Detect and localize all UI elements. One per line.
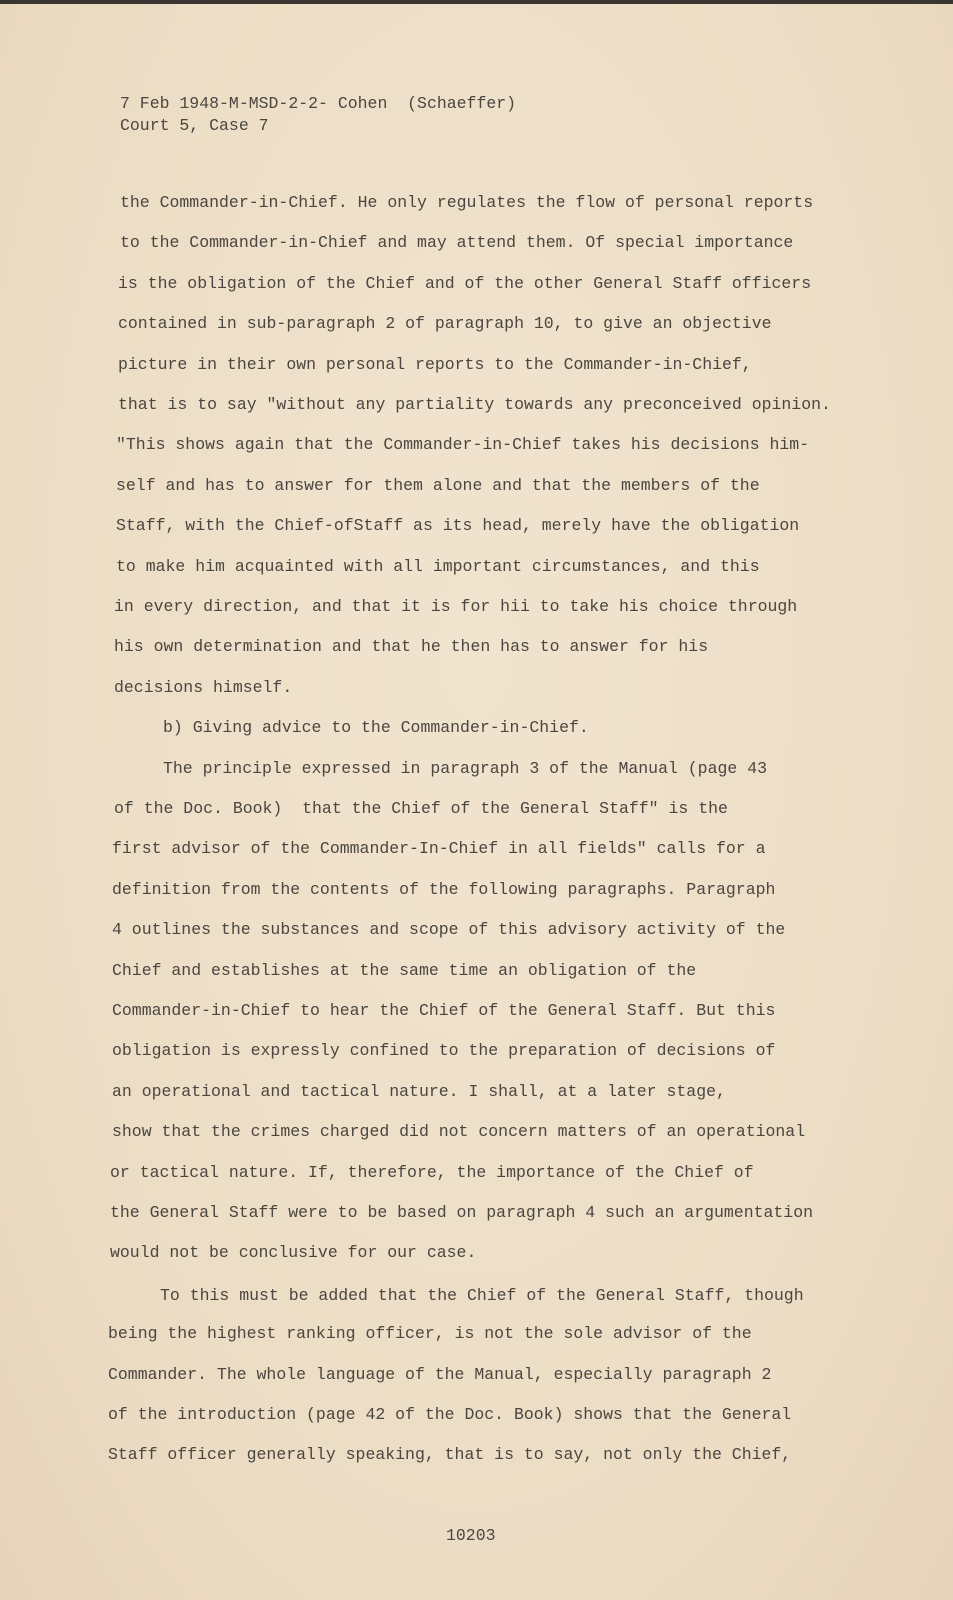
scan-edge xyxy=(0,0,953,4)
text-line: self and has to answer for them alone and that the members of the xyxy=(116,475,760,495)
text-line: of the Doc. Book) that the Chief of the General Staff" is the xyxy=(114,799,728,818)
text-line: picture in their own personal reports to the Commander-in-Chief, xyxy=(118,354,752,374)
text-line: contained in sub-paragraph 2 of paragraph 10, to give an objective xyxy=(118,314,772,334)
text-line: 4 outlines the substances and scope of this advisory activity of the xyxy=(112,920,786,940)
text-line: his own determination and that he then has to answer for his xyxy=(114,637,709,657)
text-line: To this must be added that the Chief of the General Staff, though xyxy=(160,1285,804,1305)
header-reference: 7 Feb 1948-M-MSD-2-2- Cohen (Schaeffer) xyxy=(120,94,517,113)
page-number: 10203 xyxy=(446,1526,496,1545)
document-header xyxy=(120,93,516,137)
text-line: to make him acquainted with all important circumstances, and this xyxy=(116,556,760,576)
text-line: would not be conclusive for our case. xyxy=(110,1243,477,1263)
text-line: that is to say "without any partiality towards any preconceived opinion. xyxy=(118,395,831,414)
text-line: Staff officer generally speaking, that is to say, not only the Chief, xyxy=(108,1445,792,1465)
text-line: "This shows again that the Commander-in-Chief takes his decisions him- xyxy=(116,435,810,455)
text-line: Staff, with the Chief-ofStaff as its head, merely have the obligation xyxy=(116,516,800,536)
text-line: or tactical nature. If, therefore, the importance of the Chief of xyxy=(110,1162,754,1182)
text-line: show that the crimes charged did not concern matters of an operational xyxy=(112,1122,806,1142)
text-line: the Commander-in-Chief. He only regulates the flow of personal reports xyxy=(120,193,814,212)
text-line: of the introduction (page 42 of the Doc. Book) shows that the General xyxy=(108,1405,792,1424)
text-line: the General Staff were to be based on paragraph 4 such an argumentation xyxy=(110,1203,814,1222)
text-line: in every direction, and that it is for hii to take his choice through xyxy=(114,597,798,616)
text-line: decisions himself. xyxy=(114,677,293,697)
text-line: The principle expressed in paragraph 3 of the Manual (page 43 xyxy=(163,758,767,778)
text-line: to the Commander-in-Chief and may attend them. Of special importance xyxy=(120,233,794,253)
text-line: being the highest ranking officer, is not the sole advisor of the xyxy=(108,1324,752,1344)
text-line: b) Giving advice to the Commander-in-Chief. xyxy=(163,718,589,738)
text-line: Commander-in-Chief to hear the Chief of the General Staff. But this xyxy=(112,1001,776,1020)
text-line: obligation is expressly confined to the preparation of decisions of xyxy=(112,1041,776,1061)
text-line: is the obligation of the Chief and of the other General Staff officers xyxy=(118,273,812,293)
text-line: Commander. The whole language of the Manual, especially paragraph 2 xyxy=(108,1364,772,1384)
text-line: definition from the contents of the following paragraphs. Paragraph xyxy=(112,879,776,899)
text-line: first advisor of the Commander-In-Chief in all fields" calls for a xyxy=(112,839,766,859)
text-line: Chief and establishes at the same time an obligation of the xyxy=(112,960,697,980)
text-line: an operational and tactical nature. I shall, at a later stage, xyxy=(112,1081,726,1101)
header-court-case: Court 5, Case 7 xyxy=(120,116,269,135)
